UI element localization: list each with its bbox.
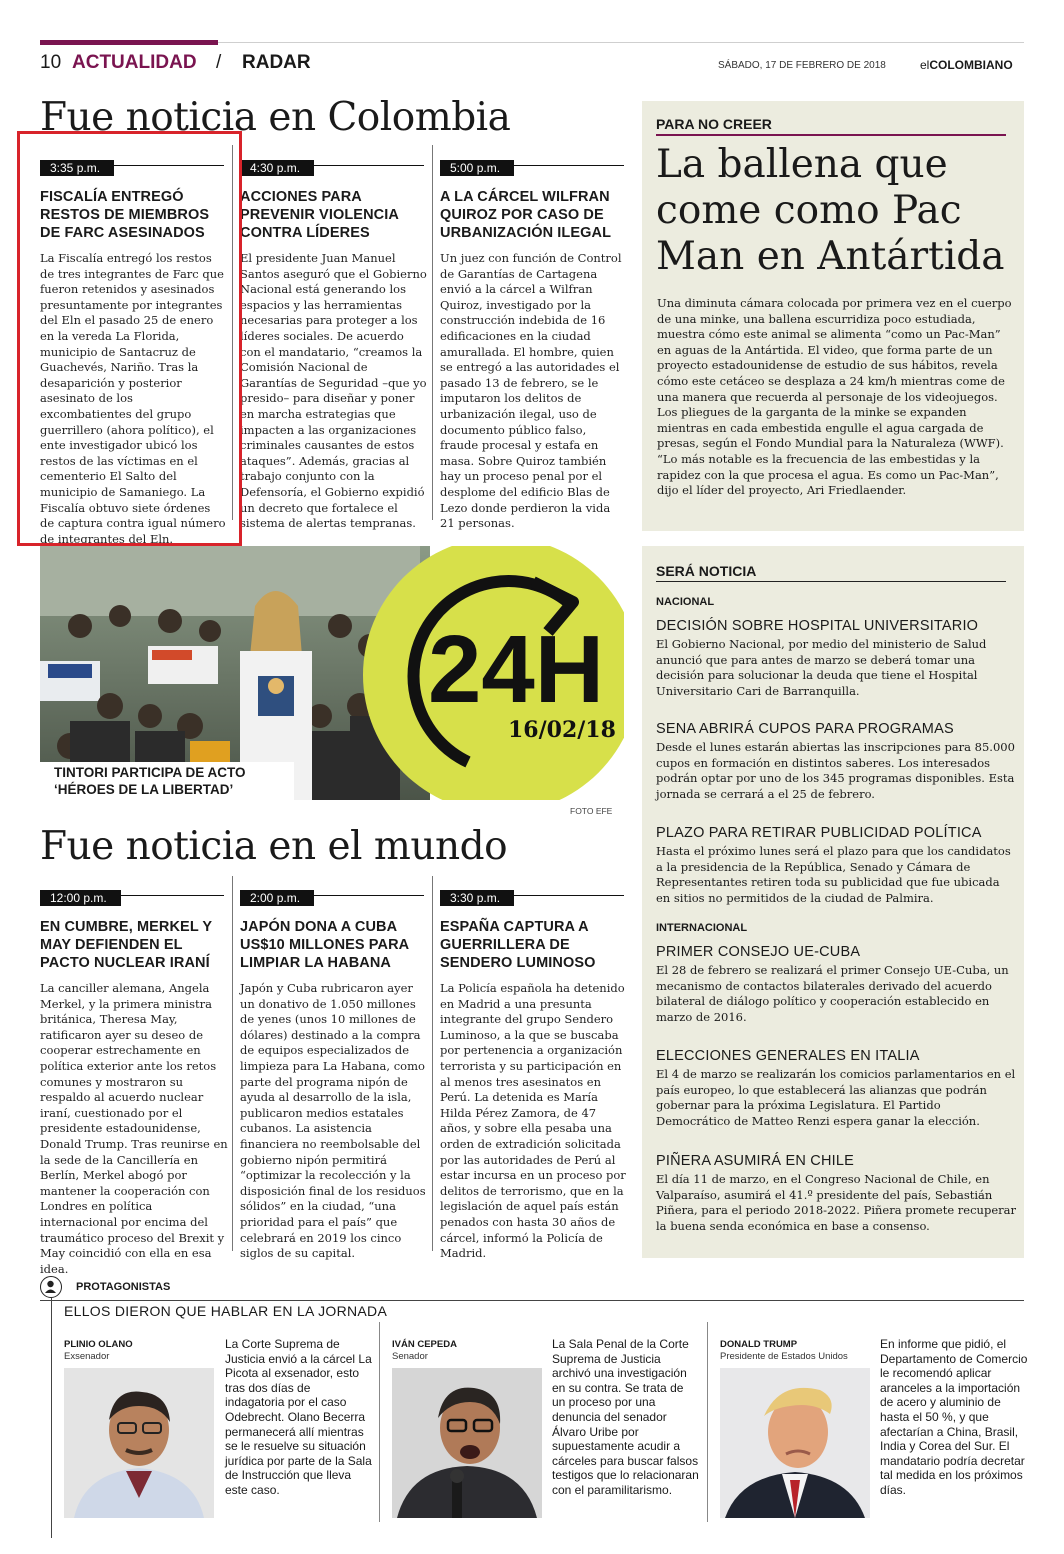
upcoming-text: El día 11 de marzo, en el Congreso Nacional de Chile, en Valparaíso, asumirá el 41.º presidente del país, Sebastián Piñera, para el periodo 2018-2022. Piñera promete recuperar la buena senda económica en base a consenso.	[656, 1172, 1016, 1233]
person-name: DONALD TRUMP	[720, 1339, 798, 1350]
category-label: NACIONAL	[656, 596, 715, 608]
column-divider	[432, 876, 433, 1251]
column-divider	[707, 1322, 708, 1522]
logo-date: 16/02/18	[508, 717, 616, 743]
person-icon-glyph	[41, 1277, 60, 1296]
photo-credit: FOTO EFE	[570, 806, 613, 816]
highlight-box	[17, 131, 242, 546]
story-body: Un juez con función de Control de Garantías de Cartagena envió a la cárcel a Wilfran Quiroz, investigado por la construcción indebida de 16 edificaciones en la ciudad amurallada. El hombre, quien se entregó a las autoridades el pasado 13 de febrero, se le imputaron los delitos de urbanización ilegal, uso de documento público falso, fraude procesal y estafa en masa. Sobre Quiroz también hay un proceso penal por el desplome del edificio Blas de Lezo donde perdieron la vida 21 personas.	[440, 251, 622, 531]
column-divider	[232, 876, 233, 1251]
story-mundo-2	[240, 887, 428, 1262]
portrait-illustration	[64, 1368, 214, 1518]
upcoming-title: DECISIÓN SOBRE HOSPITAL UNIVERSITARIO	[656, 618, 979, 634]
feature-body: Una diminuta cámara colocada por primera vez en el cuerpo de una minke, una ballena escurridiza poco estudiada, muestra cómo este animal se alimenta “como un Pac-Man” en aguas de la Antártida. El video, que forma parte de un proyecto estadounidense de estudio de sus hábitos, revela cómo este cetáceo se desplaza a 24 km/h mientras come de una manera que recuerda al personaje de los videojuegos. Los pliegues de la garganta de la minke se expanden mientras en cada embestida engulle el agua cargada de presas, según el Fondo Mundial para la Naturaleza (WWF). “Lo más notable es la frecuencia de las embestidas y la rapidez con la que procesa el agua. Es como un Pac-Man”, dijo el líder del proyecto, Ari Friedlaender.	[657, 296, 1012, 498]
portrait-illustration	[392, 1368, 542, 1518]
panel-tag-rule	[656, 581, 1006, 582]
story-headline: JAPÓN DONA A CUBA US$10 MILLONES PARA LIMPIAR LA HABANA	[240, 919, 409, 971]
photo-caption-line: ‘HÉROES DE LA LIBERTAD’	[54, 782, 234, 797]
story-body: La Policía española ha detenido en Madrid a una presunta integrante del grupo Sendero Luminoso, a la que se buscaba por pertenencia a organización terrorista y su participación en al menos tres asesinatos en Perú. La detenida es María Hilda Pérez Zamora, de 47 años, y sobre ella pesaba una orden de extradición solicitada por las autoridades de Perú al estar incursa en un proceso por delitos de terrorismo, que en la legislación de aquel país están penados con hasta 30 años de cárcel, informó la Policía de Madrid.	[440, 981, 626, 1261]
portrait-photo	[392, 1368, 542, 1518]
section-title-mundo: Fue noticia en el mundo	[40, 824, 508, 869]
logo-text: 24H	[428, 616, 605, 723]
protagonistas-subtitle: ELLOS DIERON QUE HABLAR EN LA JORNADA	[64, 1303, 388, 1319]
newspaper-brand: COLOMBIANO	[929, 58, 1013, 72]
person-role: Presidente de Estados Unidos	[720, 1351, 848, 1362]
upcoming-title: SENA ABRIRÁ CUPOS PARA PROGRAMAS	[656, 721, 954, 737]
portrait-photo	[720, 1368, 870, 1518]
panel-tag: PARA NO CREER	[656, 116, 772, 132]
upcoming-text: El 28 de febrero se realizará el primer Consejo UE-Cuba, un mecanismo de contactos bilaterales derivado del acuerdo bilateral de diálogo político y cooperación establecido en marzo de 2016.	[656, 963, 1009, 1024]
upcoming-item	[656, 825, 1016, 906]
column-divider	[379, 1322, 380, 1522]
person-description: La Corte Suprema de Justicia envió a la cárcel La Picota al exsenador, esto tras dos días de indagatoria por el caso Odebrecht. Olano Becerra permanecerá allí mientras se le resuelve su situación jurídica por parte de la Sala de Instrucción que lleva este caso.	[225, 1337, 372, 1497]
upcoming-item	[656, 618, 1016, 699]
protagonistas-rule-vertical	[51, 1298, 52, 1538]
upcoming-title: PRIMER CONSEJO UE-CUBA	[656, 944, 861, 960]
story-headline: FISCALÍA ENTREGÓ RESTOS DE MIEMBROS DE FARC ASESINADOS	[40, 189, 210, 241]
section-name: ACTUALIDAD	[72, 52, 197, 73]
story-body: El presidente Juan Manuel Santos aseguró que el Gobierno Nacional está generando los espacios y las herramientas necesarias para proteger a los líderes sociales. De acuerdo con el mandatario, “creamos la Comisión Nacional de Garantías de Seguridad –que yo presido– para diseñar y poner en marcha estrategias que impacten a las organizaciones criminales causantes de estos ataques”. Además, gracias al trabajo conjunto con la Defensoría, el Gobierno expidió un decreto que fortalece el sistema de alertas tempranas.	[240, 251, 427, 531]
section-slash: /	[216, 52, 222, 73]
header-rule	[218, 42, 1024, 43]
person-icon	[40, 1276, 62, 1298]
time-badge: 5:00 p.m.	[440, 160, 514, 176]
story-headline: ESPAÑA CAPTURA A GUERRILLERA DE SENDERO LUMINOSO	[440, 919, 596, 971]
story-body: La Fiscalía entregó los restos de tres integrantes de Farc que fueron retenidos y asesinados presuntamente por integrantes del Eln el pasado 25 de enero en la vereda La Florida, municipio de Santacruz de Guachevés, Nariño. Tras la desaparición y posterior asesinato de los excombatientes del grupo guerrillero (ahora político), el ente investigador ubicó los restos de las víctimas en el cementerio El Salto del municipio de Samaniego. La Fiscalía obtuvo siete órdenes de captura contra igual número de integrantes del Eln.	[40, 251, 226, 546]
upcoming-item	[656, 1048, 1016, 1129]
story-body: La canciller alemana, Angela Merkel, y la primera ministra británica, Theresa May, ratificaron ayer su deseo de cooperar estrechamente en política exterior ante los retos comunes y mostraron su respaldo al acuerdo nuclear iraní, cuestionado por el presidente estadounidense, Donald Trump. Tras reunirse en la sede de la Cancillería en Berlín, Merkel abogó por mantener la cooperación con Londres en política internacional por encima del traumático proceso del Brexit y May coincidió con ella en esa idea.	[40, 981, 228, 1276]
story-headline: ACCIONES PARA PREVENIR VIOLENCIA CONTRA LÍDERES	[240, 189, 399, 241]
photo-caption	[40, 762, 294, 800]
photo-caption-line: TINTORI PARTICIPA DE ACTO	[54, 765, 246, 780]
column-divider	[432, 145, 433, 520]
story-mundo-3	[440, 887, 628, 1262]
upcoming-title: PLAZO PARA RETIRAR PUBLICIDAD POLÍTICA	[656, 825, 982, 841]
issue-date: SÁBADO, 17 DE FEBRERO DE 2018	[718, 60, 886, 71]
upcoming-text: El Gobierno Nacional, por medio del ministerio de Salud anunció que para antes de marzo se deberá tomar una decisión para solucionar la deuda que tiene el Hospital Universitario Cari de Barranquilla.	[656, 637, 987, 698]
subsection-name: RADAR	[242, 52, 311, 73]
person-role: Senador	[392, 1351, 428, 1362]
person-description: La Sala Penal de la Corte Suprema de Justicia archivó una investigación en su contra. Se trata de un proceso por una denuncia del senador Álvaro Uribe por supuestamente acudir a cárceles para buscar falsos testigos que lo relacionaran con el paramilitarismo.	[552, 1337, 699, 1497]
story-headline: A LA CÁRCEL WILFRAN QUIROZ POR CASO DE URBANIZACIÓN ILEGAL	[440, 189, 612, 241]
time-badge: 3:30 p.m.	[440, 890, 514, 906]
person-name: IVÁN CEPEDA	[392, 1339, 457, 1350]
newspaper-prefix: el	[920, 58, 930, 72]
upcoming-item	[656, 1153, 1016, 1234]
24h-logo	[358, 546, 624, 800]
upcoming-title: PIÑERA ASUMIRÁ EN CHILE	[656, 1153, 854, 1169]
upcoming-item	[656, 721, 1016, 802]
portrait-illustration	[720, 1368, 870, 1518]
newspaper-name	[920, 58, 1013, 72]
story-mundo-1	[40, 887, 228, 1277]
upcoming-text: Hasta el próximo lunes será el plazo para que los candidatos a la presidencia de la República, Senado y Cámara de Representantes retiren toda su publicidad que fue ubicada en sitios no permitidos de la ciudad de Palmira.	[656, 844, 1011, 905]
time-badge: 3:35 p.m.	[40, 160, 114, 176]
time-badge: 12:00 p.m.	[40, 890, 121, 906]
header-accent-bar	[40, 40, 218, 45]
page-number: 10	[40, 52, 62, 73]
protagonistas-rule	[40, 1300, 1024, 1301]
upcoming-item	[656, 944, 1016, 1025]
story-colombia-3	[440, 157, 628, 532]
person-description: En informe que pidió, el Departamento de Comercio le recomendó aplicar aranceles a la importación de acero y aluminio de hasta el 50 %, y que afectarían a China, Brasil, India y Corea del Sur. El mandatario podría decretar tal medida en los próximos días.	[880, 1337, 1028, 1497]
story-headline: EN CUMBRE, MERKEL Y MAY DEFIENDEN EL PACTO NUCLEAR IRANÍ	[40, 919, 212, 971]
protagonistas-label: PROTAGONISTAS	[76, 1281, 171, 1293]
person-role: Exsenador	[64, 1351, 110, 1362]
story-colombia-2	[240, 157, 428, 532]
category-label: INTERNACIONAL	[656, 922, 748, 934]
time-badge: 2:00 p.m.	[240, 890, 314, 906]
time-badge: 4:30 p.m.	[240, 160, 314, 176]
person-name: PLINIO OLANO	[64, 1339, 133, 1350]
upcoming-title: ELECCIONES GENERALES EN ITALIA	[656, 1048, 920, 1064]
portrait-photo	[64, 1368, 214, 1518]
story-body: Japón y Cuba rubricaron ayer un donativo de 1.050 millones de yenes (unos 10 millones de dólares) destinado a la compra de equipos especializados de limpieza para La Habana, como parte del programa nipón de ayuda al desarrollo de la isla, publicaron medios estatales cubanos. La asistencia financiera no reembolsable del gobierno nipón permitirá “optimizar la recolección y la disposición final de los residuos sólidos” en la ciudad, “una prioridad para el país” que celebrará en 2019 los cinco siglos de su capital.	[240, 981, 426, 1261]
upcoming-text: El 4 de marzo se realizarán los comicios parlamentarios en el país europeo, lo que establecerá las alianzas que podrán gobernar para la próxima Legislatura. El Partido Democrático de Matteo Renzi espera ganar la elección.	[656, 1067, 1016, 1128]
feature-headline: La ballena que come como Pac Man en Antártida	[656, 142, 1005, 279]
panel-tag-rule	[656, 134, 1006, 136]
panel-tag: SERÁ NOTICIA	[656, 563, 757, 579]
section-title-colombia: Fue noticia en Colombia	[40, 95, 511, 140]
upcoming-text: Desde el lunes estarán abiertas las inscripciones para 85.000 cupos en formación en distintos saberes. Los interesados podrán optar por uno de los 345 programas disponibles. Esta jornada se cerrará a el 25 de febrero.	[656, 740, 1015, 801]
